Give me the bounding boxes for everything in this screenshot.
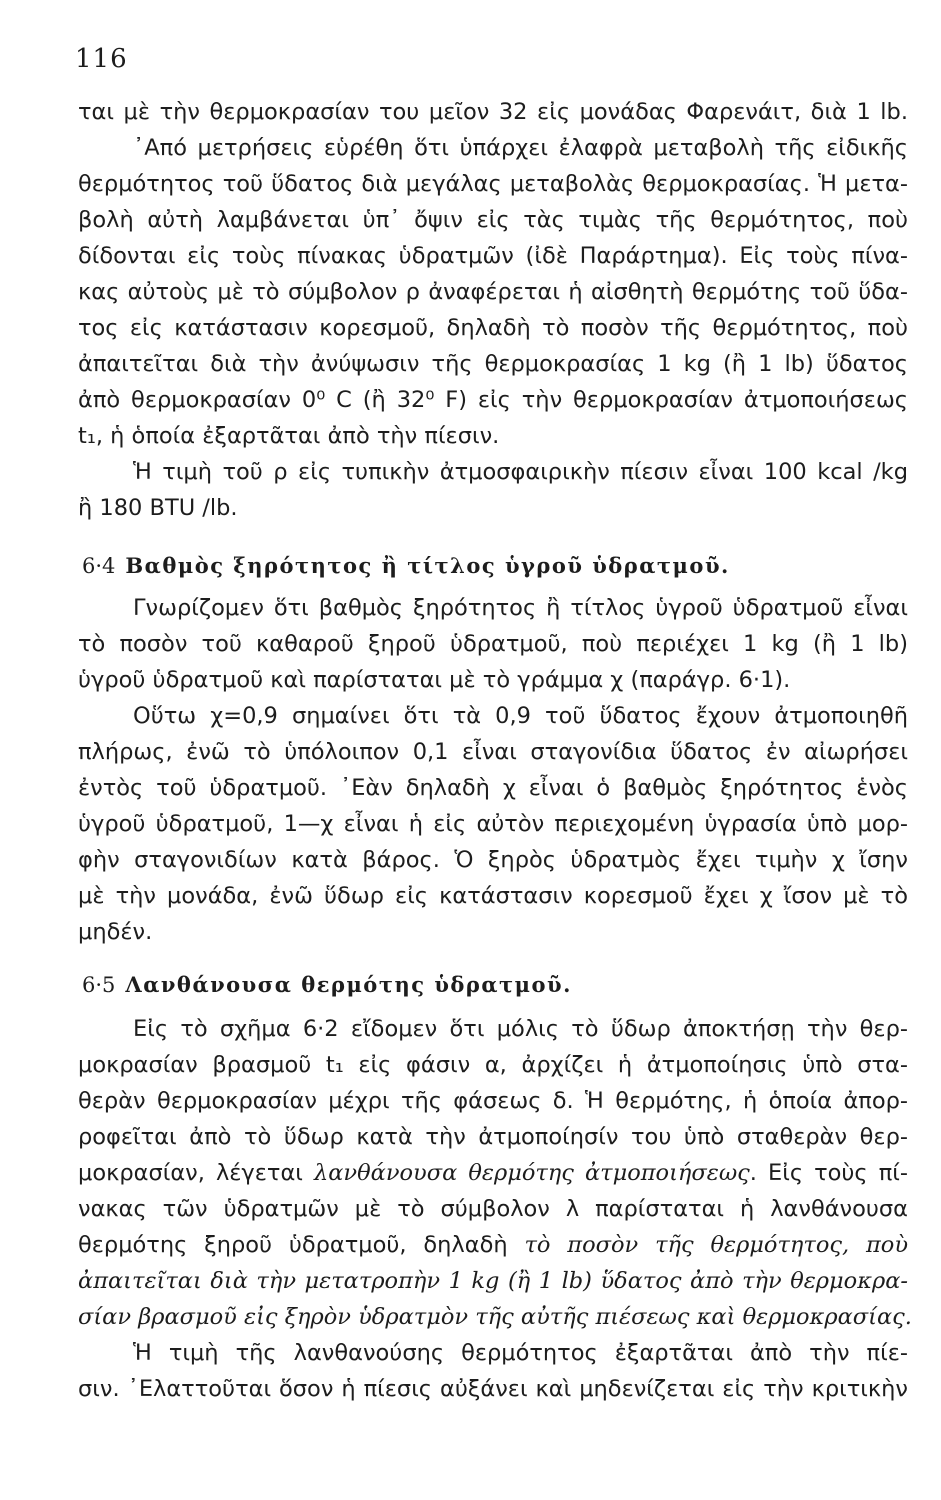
text-line: κας αὐτοὺς μὲ τὸ σύμβολον ρ ἀναφέρεται ἡ αἰσθητὴ θερμότης τοῦ ὕδα- bbox=[78, 279, 908, 305]
text-line: ἐντὸς τοῦ ὑδρατμοῦ. ᾿Εὰν δηλαδὴ χ εἶναι ὁ βαθμὸς ξηρότητος ἑνὸς bbox=[78, 775, 908, 801]
text-line: ται μὲ τὴν θερμοκρασίαν του μεῖον 32 εἰς μονάδας Φαρενάιτ, διὰ 1 lb. bbox=[78, 99, 908, 125]
section-heading-6-4 bbox=[82, 553, 730, 578]
text-line: θερμότητος τοῦ ὕδατος διὰ μεγάλας μεταβολὰς θερμοκρασίας. Ἡ μετα- bbox=[78, 171, 908, 197]
section-title: Λανθάνουσα θερμότης ὑδρατμοῦ. bbox=[125, 972, 572, 997]
text-line: δίδονται εἰς τοὺς πίνακας ὑδρατμῶν (ἰδὲ Παράρτημα). Εἰς τοὺς πίνα- bbox=[78, 243, 908, 269]
text-line: Εἰς τὸ σχῆμα 6·2 εἴδομεν ὅτι μόλις τὸ ὕδωρ ἀποκτήσῃ τὴν θερ- bbox=[133, 1016, 908, 1042]
section-heading-6-5 bbox=[82, 972, 572, 997]
section-number: 6·4 bbox=[82, 554, 116, 578]
text-line: πλήρως, ἐνῶ τὸ ὑπόλοιπον 0,1 εἶναι σταγονίδια ὕδατος ἐν αἰωρήσει bbox=[78, 739, 908, 765]
text-line-italic: σίαν βρασμοῦ εἰς ξηρὸν ὑδρατμὸν τῆς αὐτῆς πιέσεως καὶ θερμοκρασίας. bbox=[78, 1304, 912, 1330]
text-line: σιν. ᾿Ελαττοῦται ὅσον ἡ πίεσις αὐξάνει καὶ μηδενίζεται εἰς τὴν κριτικὴν bbox=[78, 1376, 908, 1402]
text-line: Οὕτω χ=0,9 σημαίνει ὅτι τὰ 0,9 τοῦ ὕδατος ἔχουν ἀτμοποιηθῆ bbox=[133, 703, 908, 729]
text-line: φὴν σταγονιδίων κατὰ βάρος. Ὁ ξηρὸς ὑδρατμὸς ἔχει τιμὴν χ ἴσην bbox=[78, 847, 908, 873]
text-line: θερὰν θερμοκρασίαν μέχρι τῆς φάσεως δ. Ἡ θερμότης, ἡ ὁποία ἀπορ- bbox=[78, 1088, 908, 1114]
text-line: βολὴ αὐτὴ λαμβάνεται ὑπ᾿ ὄψιν εἰς τὰς τιμὰς τῆς θερμότητος, ποὺ bbox=[78, 207, 908, 233]
italic-definition: τὸ ποσὸν τῆς θερμότητος, ποὺ bbox=[524, 1232, 908, 1258]
text-run: . Εἰς τοὺς πί- bbox=[749, 1160, 908, 1186]
text-line: ἀπὸ θερμοκρασίαν 0⁰ C (ἢ 32⁰ F) εἰς τὴν θερμοκρασίαν ἀτμοποιήσεως bbox=[78, 387, 908, 413]
text-line: ἢ 180 BTU /lb. bbox=[78, 495, 238, 521]
text-line: ὑγροῦ ὑδρατμοῦ καὶ παρίσταται μὲ τὸ γράμμα χ (παράγρ. 6·1). bbox=[78, 667, 791, 693]
text-line: Ἡ τιμὴ τῆς λανθανούσης θερμότητος ἐξαρτᾶται ἀπὸ τὴν πίε- bbox=[133, 1340, 908, 1366]
page-number: 116 bbox=[75, 44, 128, 74]
text-line bbox=[78, 1234, 908, 1257]
italic-term: λανθάνουσα θερμότης ἀτμοποιήσεως bbox=[313, 1160, 750, 1186]
text-line: ὑγροῦ ὑδρατμοῦ, 1—χ εἶναι ἡ εἰς αὐτὸν περιεχομένη ὑγρασία ὑπὸ μορ- bbox=[78, 811, 908, 837]
text-line: t₁, ἡ ὁποία ἐξαρτᾶται ἀπὸ τὴν πίεσιν. bbox=[78, 423, 500, 449]
text-line: ἀπαιτεῖται διὰ τὴν ἀνύψωσιν τῆς θερμοκρασίας 1 kg (ἢ 1 lb) ὕδατος bbox=[78, 351, 908, 377]
text-line-italic: ἀπαιτεῖται διὰ τὴν μετατροπὴν 1 kg (ἢ 1 lb) ὕδατος ἀπὸ τὴν θερμοκρα- bbox=[78, 1268, 908, 1294]
text-line bbox=[78, 1162, 908, 1185]
text-line: μηδέν. bbox=[78, 919, 153, 945]
text-line: τὸ ποσὸν τοῦ καθαροῦ ξηροῦ ὑδρατμοῦ, ποὺ περιέχει 1 kg (ἢ 1 lb) bbox=[78, 631, 908, 657]
section-number: 6·5 bbox=[82, 973, 116, 997]
text-line: Ἡ τιμὴ τοῦ ρ εἰς τυπικὴν ἀτμοσφαιρικὴν πίεσιν εἶναι 100 kcal /kg bbox=[133, 459, 908, 485]
text-line: νακας τῶν ὑδρατμῶν μὲ τὸ σύμβολον λ παρίσταται ἡ λανθάνουσα bbox=[78, 1196, 908, 1222]
text-run: μοκρασίαν, λέγεται bbox=[78, 1160, 314, 1186]
text-line: μὲ τὴν μονάδα, ἐνῶ ὕδωρ εἰς κατάστασιν κορεσμοῦ ἔχει χ ἴσον μὲ τὸ bbox=[78, 883, 908, 909]
text-line: τος εἰς κατάστασιν κορεσμοῦ, δηλαδὴ τὸ ποσὸν τῆς θερμότητος, ποὺ bbox=[78, 315, 908, 341]
text-line: ροφεῖται ἀπὸ τὸ ὕδωρ κατὰ τὴν ἀτμοποίησίν του ὑπὸ σταθερὰν θερ- bbox=[78, 1124, 908, 1150]
section-title: Βαθμὸς ξηρότητος ἢ τίτλος ὑγροῦ ὑδρατμοῦ. bbox=[125, 553, 730, 578]
text-line: ᾿Από μετρήσεις εὑρέθη ὅτι ὑπάρχει ἐλαφρὰ μεταβολὴ τῆς εἰδικῆς bbox=[133, 135, 908, 161]
text-line: Γνωρίζομεν ὅτι βαθμὸς ξηρότητος ἢ τίτλος ὑγροῦ ὑδρατμοῦ εἶναι bbox=[133, 595, 908, 621]
text-run: θερμότης ξηροῦ ὑδρατμοῦ, δηλαδὴ bbox=[78, 1232, 525, 1258]
text-line: μοκρασίαν βρασμοῦ t₁ εἰς φάσιν α, ἀρχίζει ἡ ἀτμοποίησις ὑπὸ στα- bbox=[78, 1052, 908, 1078]
